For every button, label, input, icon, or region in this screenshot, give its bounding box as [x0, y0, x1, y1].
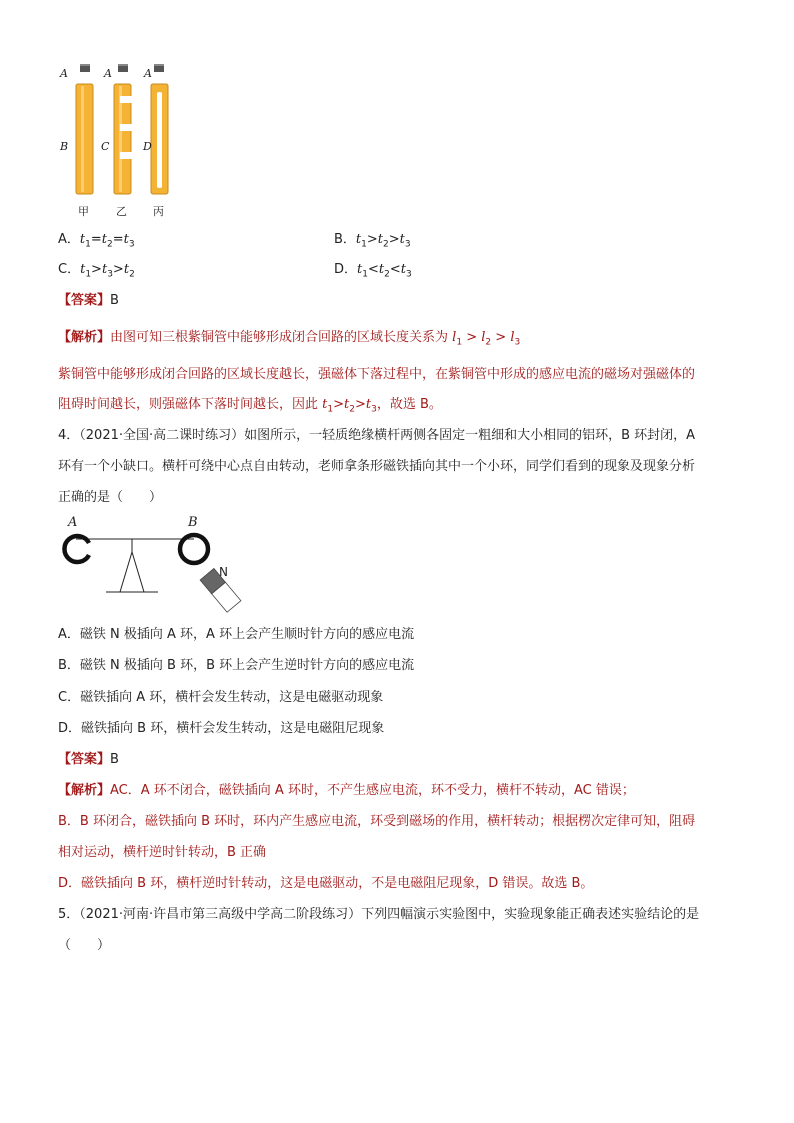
q3-analysis-line-3: 阻碍时间越长，则强磁体下落时间越长，因此 $t_1>t_2>t_3$，故选 B。 — [58, 397, 442, 415]
magnet-n-label: N — [219, 565, 228, 579]
q4-analysis-line-2: B．B 环闭合，磁铁插向 B 环时，环内产生感应电流，环受到磁场的作用，横杆转动；根据楞次定律可知，阻碍 — [58, 814, 696, 829]
magnet-1 — [80, 64, 90, 72]
q3-option-c: C．$t_1>t_3>t_2$ — [58, 262, 135, 280]
q4-option-a: A．磁铁 N 极插向 A 环，A 环上会产生顺时针方向的感应电流 — [58, 627, 415, 642]
q5-stem-line-1: 5．（2021·河南·许昌市第三高级中学高二阶段练习）下列四幅演示实验图中，实验现象能正确表述实验结论的是 — [58, 907, 700, 922]
q4-stem-line-1: 4．（2021·全国·高二课时练习）如图所示，一轻质绝缘横杆两侧各固定一粗细和大小相同的铝环，B 环封闭，A — [58, 428, 696, 443]
label-a3: A — [144, 67, 152, 80]
q3-analysis-line-1: 【解析】由图可知三根紫铜管中能够形成闭合回路的区域长度关系为 $l_1 > l_2 > l_3$ — [58, 330, 521, 348]
q4-analysis-line-4: D．磁铁插向 B 环，横杆逆时针转动，这是电磁驱动，不是电磁阻尼现象，D 错误。故选 B。 — [58, 876, 594, 891]
tube-label-bing: 丙 — [153, 205, 164, 218]
q3-option-b: B．$t_1>t_2>t_3$ — [334, 232, 411, 250]
label-a2: A — [104, 67, 112, 80]
magnet-2 — [118, 64, 128, 72]
ring-a-label: A — [68, 515, 78, 530]
magnet-3 — [154, 64, 164, 72]
q4-option-d: D．磁铁插向 B 环，横杆会发生转动，这是电磁阻尼现象 — [58, 721, 385, 736]
label-d: D — [143, 140, 152, 153]
balance-rings-figure — [56, 510, 246, 620]
ring-a — [64, 536, 89, 562]
tube-label-yi: 乙 — [116, 205, 127, 218]
copper-tubes-figure — [56, 58, 186, 223]
label-c: C — [101, 140, 110, 153]
q3-option-a: A．$t_1=t_2=t_3$ — [58, 232, 135, 250]
q4-analysis-line-1: 【解析】AC．A 环不闭合，磁铁插向 A 环时，不产生感应电流，环不受力，横杆不转动，AC 错误； — [58, 783, 635, 798]
pivot-stand — [106, 539, 158, 592]
ring-b-label: B — [188, 515, 198, 530]
q4-option-b: B．磁铁 N 极插向 B 环，B 环上会产生逆时针方向的感应电流 — [58, 658, 415, 673]
q4-option-c: C．磁铁插向 A 环，横杆会发生转动，这是电磁驱动现象 — [58, 690, 384, 705]
q5-stem-line-2: （ ） — [58, 938, 111, 953]
q4-analysis-line-3: 相对运动，横杆逆时针转动，B 正确 — [58, 845, 267, 860]
q3-option-d: D．$t_1<t_2<t_3$ — [334, 262, 412, 280]
tube-bing — [151, 84, 168, 194]
tube-yi — [114, 84, 132, 194]
q4-stem-line-2: 环有一个小缺口。横杆可绕中心点自由转动，老师拿条形磁铁插向其中一个小环，同学们看到的现象及现象分析 — [58, 459, 696, 474]
tube-label-jia: 甲 — [78, 205, 89, 218]
label-a1: A — [60, 67, 68, 80]
q4-answer: 【答案】B — [58, 752, 119, 767]
q4-stem-line-3: 正确的是（ ） — [58, 490, 163, 505]
label-b: B — [60, 140, 69, 153]
tube-jia — [76, 84, 93, 194]
q3-analysis-line-2: 紫铜管中能够形成闭合回路的区域长度越长，强磁体下落过程中，在紫铜管中形成的感应电流的磁场对强磁体的 — [58, 367, 696, 382]
q3-answer: 【答案】B — [58, 293, 119, 308]
